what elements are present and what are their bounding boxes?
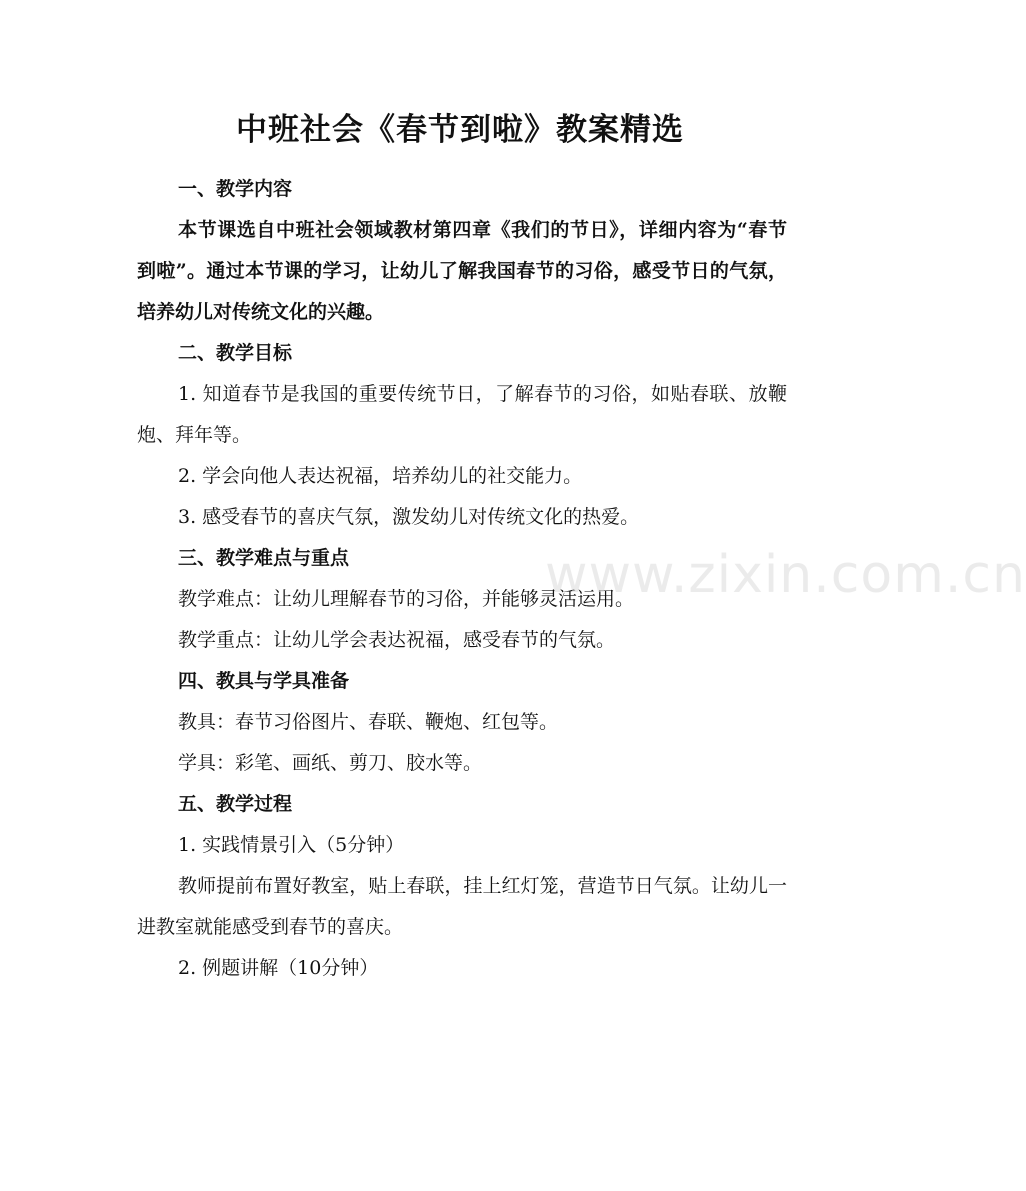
- section-heading-materials: 四、教具与学具准备: [178, 670, 350, 692]
- document-title: 中班社会《春节到啦》教案精选: [236, 112, 684, 148]
- learning-tools-text: 学具：彩笔、画纸、剪刀、胶水等。: [178, 752, 483, 774]
- section-heading-difficulties: 三、教学难点与重点: [178, 547, 350, 569]
- goal-item-1: 1. 知道春节是我国的重要传统节日，了解春节的习俗，如贴春联、放鞭炮、拜年等。: [137, 383, 787, 446]
- key-point-text: 教学重点：让幼儿学会表达祝福，感受春节的气氛。: [178, 629, 616, 651]
- process-step-1: 1. 实践情景引入（5分钟）: [178, 834, 405, 856]
- document-body: [137, 169, 787, 989]
- section-heading-teaching-content: 一、教学内容: [178, 178, 293, 200]
- process-step-2: 2. 例题讲解（10分钟）: [178, 957, 379, 979]
- watermark-text: www.zixin.com.cn: [545, 545, 1026, 605]
- difficulty-text: 教学难点：让幼儿理解春节的习俗，并能够灵活运用。: [178, 588, 635, 610]
- process-step-1-detail: 教师提前布置好教室，贴上春联，挂上红灯笼，营造节日气氛。让幼儿一进教室就能感受到春节的喜庆。: [137, 875, 787, 938]
- section-heading-teaching-goals: 二、教学目标: [178, 342, 293, 364]
- goal-item-3: 3. 感受春节的喜庆气氛，激发幼儿对传统文化的热爱。: [178, 506, 640, 528]
- teaching-aids-text: 教具：春节习俗图片、春联、鞭炮、红包等。: [178, 711, 559, 733]
- goal-item-2: 2. 学会向他人表达祝福，培养幼儿的社交能力。: [178, 465, 583, 487]
- paragraph-content-description: 本节课选自中班社会领域教材第四章《我们的节日》，详细内容为“春节到啦”。通过本节课的学习，让幼儿了解我国春节的习俗，感受节日的气氛，培养幼儿对传统文化的兴趣。: [137, 219, 787, 323]
- section-heading-process: 五、教学过程: [178, 793, 293, 815]
